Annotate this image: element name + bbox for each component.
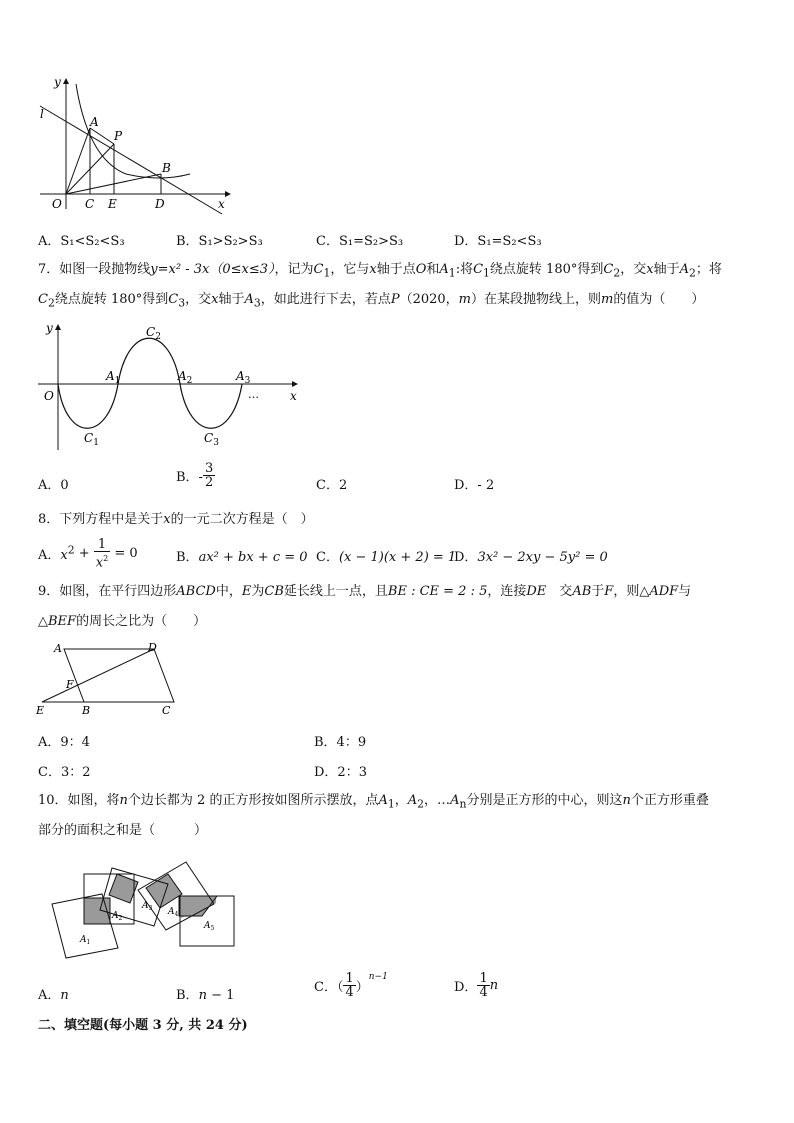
q6-option-b: B．S₁>S₂>S₃ xyxy=(176,234,263,249)
q10-option-a: A．n xyxy=(38,988,69,1003)
q9-option-a: A．9：4 xyxy=(38,735,90,750)
q8-option-c: C．(x − 1)(x + 2) = 1 xyxy=(316,550,457,565)
q6-label-P: P xyxy=(114,129,123,143)
svg-text:A2: $A_2$ xyxy=(112,911,123,922)
q8-option-d: D．3x² − 2xy − 5y² = 0 xyxy=(454,550,608,565)
q7-option-a: A．0 xyxy=(38,478,69,493)
q10-figure xyxy=(50,858,240,962)
q9-label-A: A xyxy=(54,642,62,655)
svg-text:A4: $A_4$ xyxy=(168,907,179,918)
q7-label-y: y xyxy=(46,321,53,335)
q7-figure xyxy=(36,318,306,454)
q8-stem: 8．下列方程中是关于x的一元二次方程是（ ） xyxy=(38,512,314,527)
q7-label-C2: C xyxy=(146,325,156,339)
q6-option-c: C．S₁=S₂>S₃ xyxy=(316,234,404,249)
q6-label-A: A xyxy=(90,115,99,129)
q7-stem-line2: $C_2$绕点旋转 180°得到$C_3$，交x轴于$A_3$，如此进行下去，若点P（2020，m）在某段抛物线上，则m的值为（ ） xyxy=(38,292,705,310)
q7-label-O: O xyxy=(44,389,54,403)
q6-label-l: l xyxy=(40,107,44,121)
q9-stem-line2: △BEF的周长之比为（ ） xyxy=(38,614,207,629)
q10-stem-line1: 10．如图，将n个边长都为 2 的正方形按如图所示摆放，点$A_1$，$A_2$，$\dots A_n$分别是正方形的中心，则这n个正方形重叠 xyxy=(38,793,709,811)
q10-label-A3: A xyxy=(142,901,149,911)
svg-text:A2: $A_2$ xyxy=(178,369,193,386)
q8-option-b: B．ax² + bx + c = 0 xyxy=(176,550,308,565)
q8-option-a: A．$x^2$ + $\frac{1}{x^2}$ = 0 xyxy=(38,537,138,571)
q10-option-b: B．n − 1 xyxy=(176,988,235,1003)
q7-label-C3: C xyxy=(204,431,214,445)
q9-label-D: D xyxy=(148,641,157,654)
q7-label-A1: A xyxy=(106,369,115,383)
q10-label-A5: A xyxy=(204,921,211,931)
q9-stem-line1: 9．如图，在平行四边形ABCD中，E为CB延长线上一点，且BE : CE = 2 : 5，连接DE 交AB于F，则△ADF与 xyxy=(38,584,692,599)
q9-option-b: B．4：9 xyxy=(314,735,367,750)
q7-option-b: B．- $\frac{3}{2}$ xyxy=(176,461,214,490)
q6-label-E: E xyxy=(108,197,117,211)
q9-figure xyxy=(34,640,184,718)
svg-text:A1: $A_1$ xyxy=(106,369,121,386)
q9-label-F: F xyxy=(66,678,74,691)
q9-option-c: C．3：2 xyxy=(38,765,91,780)
q6-label-D: D xyxy=(155,197,165,211)
svg-text:A3: $A_3$ xyxy=(142,901,153,912)
q7-label-C1: C xyxy=(84,431,94,445)
q10-label-A1: A xyxy=(80,935,87,945)
q6-label-O: O xyxy=(52,197,62,211)
q7-option-d: D．- 2 xyxy=(454,478,495,493)
svg-text:C1: $C_1$ xyxy=(84,431,99,448)
q7-label-A3: A xyxy=(236,369,245,383)
q6-label-C: C xyxy=(85,197,95,211)
svg-text:A1: $A_1$ xyxy=(80,935,91,946)
q6-label-B: B xyxy=(162,161,171,175)
q6-option-d: D．S₁=S₂<S₃ xyxy=(454,234,542,249)
q7-label-dots: … xyxy=(248,388,259,401)
q9-label-C: C xyxy=(162,704,171,717)
q10-option-d: D． $\frac{1}{4}$ n xyxy=(454,971,499,1000)
q10-label-A2: A xyxy=(112,911,119,921)
q9-option-d: D．2：3 xyxy=(314,765,367,780)
q7-stem-line1: 7．如图一段抛物线y=x² - 3x（0≤x≤3），记为$C_1$，它与x轴于点O和$A_1$:将$C_1$绕点旋转 180°得到$C_2$，交x轴于$A_2$；将 xyxy=(38,262,722,280)
svg-text:C3: $C_3$ xyxy=(204,431,219,448)
q7-label-A2: A xyxy=(178,369,187,383)
section-title: 二、填空题(每小题 3 分, 共 24 分) xyxy=(38,1018,248,1033)
q6-label-y: y xyxy=(54,75,61,89)
svg-text:A5: $A_5$ xyxy=(204,921,215,932)
q6-figure xyxy=(30,74,240,214)
q7-option-c: C．2 xyxy=(316,478,348,493)
q6-label-x: x xyxy=(218,197,225,211)
q10-label-A4: A xyxy=(168,907,175,917)
q10-option-c: C．（ $\frac{1}{4}$ ）$^{n-1}$ xyxy=(314,971,388,1000)
q9-label-B: B xyxy=(82,704,91,717)
svg-text:A3: $A_3$ xyxy=(236,369,251,386)
q6-option-a: A．S₁<S₂<S₃ xyxy=(38,234,125,249)
q9-label-E: E xyxy=(36,704,45,717)
q7-label-x: x xyxy=(290,389,297,403)
svg-text:C2: $C_2$ xyxy=(146,325,161,342)
q10-stem-line2: 部分的面积之和是（ ） xyxy=(38,823,208,838)
